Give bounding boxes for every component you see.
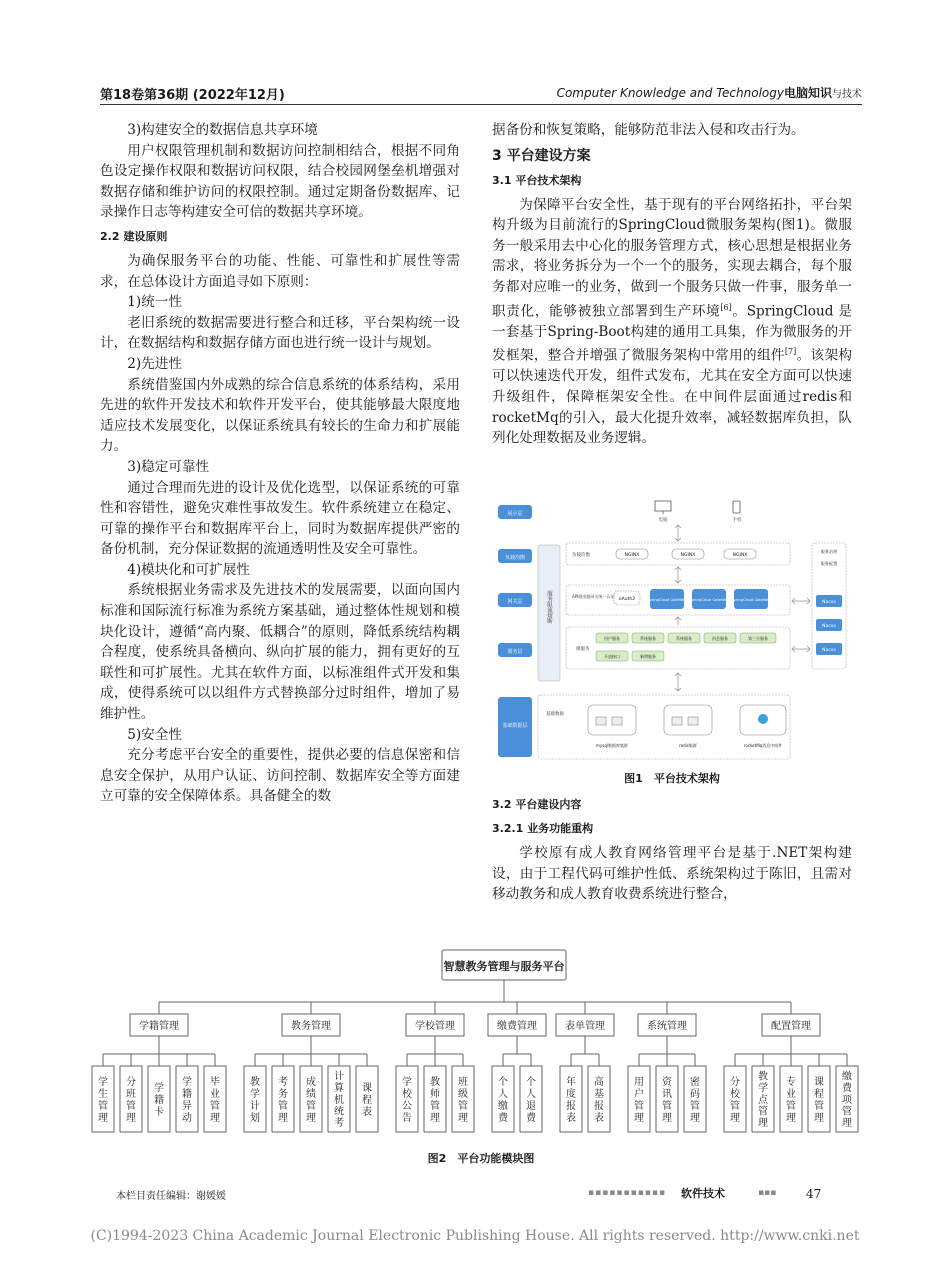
nginx-label: NGINX	[732, 553, 748, 558]
layer-label: 网关层	[507, 599, 523, 605]
principle-title: 1)统一性	[127, 294, 182, 311]
leaf-node-label: 年度报表	[566, 1077, 576, 1124]
paragraph: 充分考虑平台安全的重要性，提供必要的信息保密和信息安全保护，从用户认证、访问控制、数据库安全等方面建立可靠的安全保障体系。具备健全的数	[100, 747, 460, 805]
section-heading: 3 平台建设方案	[492, 147, 591, 164]
leaf-node-label: 考务管理	[278, 1077, 288, 1124]
gateway-boxes	[647, 589, 771, 609]
journal-issue: 第18卷第36期 (2022年12月)	[100, 88, 285, 103]
principle-title: 5)安全性	[127, 726, 182, 743]
principle-title: 3)稳定可靠性	[127, 458, 210, 475]
svg-text:Nacos: Nacos	[822, 624, 836, 629]
figure-1-caption: 图1 平台技术架构	[624, 772, 720, 785]
data-label: 基础数据	[546, 712, 564, 717]
flow-control-label: 服务限流熔断	[546, 590, 552, 624]
svg-text:新增服务: 新增服务	[640, 654, 656, 659]
leaf-node-label: 课程管理	[814, 1077, 824, 1124]
store-label: mysql数据库集群	[596, 743, 628, 748]
svg-text:第三方服务: 第三方服务	[748, 636, 768, 641]
leaf-node-label: 专业管理	[786, 1077, 796, 1124]
group-node-label: 表单管理	[565, 1021, 605, 1032]
leaf-node-label: 资讯管理	[662, 1077, 672, 1124]
paragraph: 老旧系统的数据需要进行整合和迁移，平台架构统一设计，在数据结构和数据存储方面也进行统一设计与规划。	[100, 314, 460, 352]
mq-icon	[758, 714, 768, 724]
leaf-node-label: 班级管理	[458, 1077, 468, 1124]
svg-text:Nacos: Nacos	[822, 600, 836, 605]
architecture-diagram	[492, 497, 852, 765]
svg-text:消息服务: 消息服务	[712, 636, 728, 641]
oauth-label: oAuth2	[618, 597, 636, 602]
gateway-box-label: SpringCloud GateWay	[647, 598, 687, 602]
nginx-label: NGINX	[680, 553, 696, 558]
subsection-heading: 3.1 平台技术架构	[492, 173, 582, 187]
nginx-label: NGINX	[624, 553, 640, 558]
header-rule	[100, 104, 862, 105]
figure-2-caption: 图2 平台功能模块图	[427, 1152, 535, 1165]
leaf-node-label: 毕业管理	[210, 1077, 220, 1124]
principle-title: 4)模块化和可扩展性	[127, 561, 250, 578]
nginx-boxes	[616, 549, 756, 559]
paragraph: 通过合理而先进的设计及优化选型，以保证系统的可靠性和容错性，避免灾难性事故发生。软件系统建立在稳定、可靠的操作平台和数据库平台上，同时为数据库提供严密的备份机制，充分保证数据的流通透明性及安全可靠性。	[100, 479, 460, 558]
gateway-box-label: SpringCloud GateWay	[731, 598, 771, 602]
leaf-node-label: 缴费项管理	[842, 1071, 852, 1129]
svg-text:用户服务: 用户服务	[604, 636, 620, 641]
leaf-node-label: 个人缴费	[498, 1077, 508, 1124]
store-label: rocketMq消息中间件	[743, 743, 783, 748]
leaf-node-label: 学籍卡	[154, 1083, 164, 1118]
group-node-label: 配置管理	[771, 1021, 811, 1032]
device-label: 电脑	[658, 518, 668, 523]
leaf-node-label: 用户管理	[634, 1077, 644, 1124]
ms-label: 微服务	[576, 647, 590, 652]
journal-title: Computer Knowledge and Technology电脑知识与技术	[556, 86, 862, 100]
leaf-node-label: 分班管理	[126, 1077, 136, 1124]
right-column-lower	[492, 791, 852, 905]
svg-text:服务配置: 服务配置	[820, 561, 838, 566]
leaf-node-label: 教学计划	[250, 1077, 260, 1124]
subsection-heading: 3.2.1 业务功能重构	[492, 822, 594, 835]
root-node-label: 智慧教务管理与服务平台	[443, 960, 565, 973]
paragraph: 为确保服务平台的功能、性能、可靠性和扩展性等需求，在总体设计方面追寻如下原则：	[100, 252, 460, 290]
gateway-box-label: SpringCloud GateWay	[689, 598, 729, 602]
group-node-label: 学校管理	[415, 1021, 455, 1032]
module-tree-diagram	[98, 942, 852, 1142]
copyright-notice: (C)1994-2023 China Academic Journal Electronic Publishing House. All rights reserved. http://www.cnki.net	[90, 1228, 860, 1244]
svg-text:Nacos: Nacos	[822, 648, 836, 653]
layer-label: 负载均衡	[504, 555, 526, 561]
leaf-node-label: 成绩管理	[306, 1077, 316, 1124]
paragraph: 据备份和恢复策略，能够防范非法入侵和攻击行为。	[492, 122, 805, 138]
paragraph: 用户权限管理机制和数据访问控制相结合，根据不同角色设定操作权限和数据访问权限，结合校园网堡垒机增强对数据存储和维护访问的权限控制。通过定期备份数据库、记录操作日志等构建安全可信的数据共享环境。	[100, 142, 460, 221]
svg-text:系统服务: 系统服务	[640, 636, 656, 641]
gateway-label: API路由跟网关统一认证	[572, 594, 615, 599]
leaf-node-label: 学生管理	[98, 1077, 108, 1124]
layer-label: 基础数据层	[502, 723, 528, 729]
leaf-node-label: 课程表	[362, 1083, 372, 1118]
paragraph: 系统借鉴国内外成熟的综合信息系统的体系结构，采用先进的软件开发技术和软件开发平台，使其能够最大限度地适应技术发展变化，以保证系统具有较长的生命力和扩展能力。	[100, 376, 460, 455]
right-column	[492, 120, 852, 449]
footer-dots-short: ▪▪▪	[758, 1188, 777, 1198]
leaf-node-label: 高基报表	[594, 1077, 604, 1124]
leaf-node-label: 教学点管理	[758, 1071, 768, 1129]
leaf-node-label: 学校公告	[402, 1077, 412, 1124]
footer-dots: ▪▪▪▪▪▪▪▪▪▪▪	[588, 1188, 667, 1198]
paragraph: 系统根据业务需求及先进技术的发展需要，以面向国内标准和国际流行标准为系统方案基础，通过整体性规划和模块化设计，遵循“高内聚、低耦合”的原则，降低系统结构耦合程度，使系统具备横向、纵向扩展的能力，拥有更好的互联性和可扩展性。尤其在软件方面，以标准组件式开发和集成，使得系统可以以组件方式替换部分过时组件，增加了易维护性。	[100, 582, 460, 723]
paragraph: 学校原有成人教育网络管理平台是基于.NET架构建设，由于工程代码可维护性低、系统架构过于陈旧，且需对移动教务和成人教育收费系统进行整合，	[492, 845, 852, 903]
leaf-node-label: 教师管理	[430, 1077, 440, 1124]
lb-label: 负载均衡	[572, 553, 590, 558]
group-node-label: 学籍管理	[139, 1021, 179, 1032]
section-name: 软件技术	[681, 1187, 725, 1200]
leaf-node-label: 计算机统考	[334, 1071, 344, 1129]
section-heading: 2.2 建设原则	[100, 229, 168, 243]
leaf-node-label: 学籍异动	[182, 1077, 192, 1124]
paragraph: 为保障平台安全性，基于现有的平台网络拓扑，平台架构升级为目前流行的SpringCloud微服务架构(图1)。微服务一般采用去中心化的服务管理方式，核心思想是根据业务需求，将业务拆分为一个一个的服务，实现去耦合，每个服务都对应唯一的业务，做到一个服务只做一件事，服务单一职责化，能够被独立部署到生产环境[6]。SpringCloud 是一套基于Spring-Boot构建的通用工具集，作为微服务的开发框架，整合并增强了微服务架构中常用的组件[7]。该架构可以快速迭代开发，组件式发布，尤其在安全方面可以快速升级组件，保障框架安全性。在中间件层面通过redis和rocketMq的引入，最大化提升效率，减轻数据库负担，队列化处理数据及业务逻辑。	[492, 196, 853, 447]
leaf-node-label: 分校管理	[730, 1077, 740, 1124]
svg-text:开放接口: 开放接口	[604, 654, 620, 659]
svg-text:系统服务: 系统服务	[676, 636, 692, 641]
subsection-heading: 3.2 平台建设内容	[492, 798, 582, 811]
group-node-label: 教务管理	[291, 1021, 331, 1032]
store-label: redis集群	[679, 743, 697, 748]
layer-label: 服务层	[507, 649, 523, 655]
device-label: 手机	[732, 518, 742, 523]
svg-text:服务治理: 服务治理	[820, 549, 838, 554]
paragraph-title: 3)构建安全的数据信息共享环境	[127, 122, 318, 138]
left-column	[100, 120, 460, 807]
editor-credit: 本栏目责任编辑：谢媛媛	[116, 1191, 226, 1202]
page-number: 47	[806, 1187, 822, 1201]
group-node-label: 缴费管理	[497, 1021, 537, 1032]
principle-title: 2)先进性	[127, 355, 182, 372]
leaf-node-label: 个人退费	[526, 1077, 536, 1124]
group-node-label: 系统管理	[647, 1021, 687, 1032]
leaf-node-label: 密码管理	[690, 1077, 700, 1124]
layer-label: 展示层	[507, 511, 523, 517]
